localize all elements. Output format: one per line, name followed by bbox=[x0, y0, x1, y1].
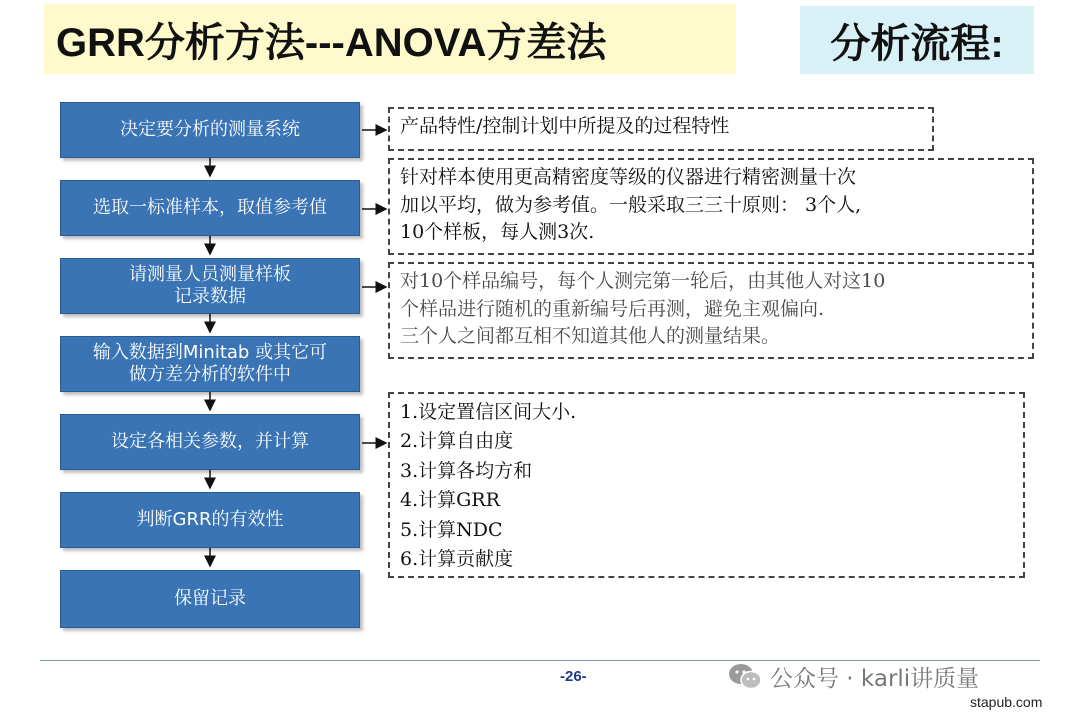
step-2: 选取一标准样本，取值参考值 bbox=[60, 180, 360, 236]
page-number: -26- bbox=[560, 668, 587, 685]
note-4-line-2: 2.计算自由度 bbox=[400, 430, 514, 453]
step-3: 请测量人员测量样板 记录数据 bbox=[60, 258, 360, 314]
page-title: GRR分析方法---ANOVA方差法 bbox=[44, 4, 736, 74]
note-3-line-1: 对10个样品编号，每个人测完第一轮后，由其他人对这10 bbox=[400, 270, 886, 292]
note-1-line: 产品特性/控制计划中所提及的过程特性 bbox=[400, 115, 730, 137]
step-5: 设定各相关参数，并计算 bbox=[60, 414, 360, 470]
step-1: 决定要分析的测量系统 bbox=[60, 102, 360, 158]
note-3-line-3: 三个人之间都互相不知道其他人的测量结果。 bbox=[400, 325, 781, 348]
note-2-line-3: 10个样板，每人测3次. bbox=[400, 221, 595, 244]
wechat-icon bbox=[728, 663, 762, 691]
flow-label: 分析流程: bbox=[800, 6, 1034, 74]
note-4-line-6: 6.计算贡献度 bbox=[400, 548, 514, 571]
note-4-line-5: 5.计算NDC bbox=[400, 518, 503, 541]
site-watermark: stapub.com bbox=[970, 694, 1043, 710]
step-6: 判断GRR的有效性 bbox=[60, 492, 360, 548]
note-4-line-4: 4.计算GRR bbox=[400, 489, 500, 512]
wechat-text: 公众号 · karli讲质量 bbox=[770, 666, 980, 692]
note-2-line-2: 加以平均，做为参考值。一般采取三三十原则： 3个人, bbox=[400, 193, 862, 216]
step-7: 保留记录 bbox=[60, 570, 360, 628]
note-4-line-1: 1.设定置信区间大小. bbox=[400, 401, 577, 423]
note-3-line-2: 个样品进行随机的重新编号后再测，避免主观偏向. bbox=[400, 297, 825, 320]
note-measurement-system bbox=[388, 107, 934, 151]
note-4-line-3: 3.计算各均方和 bbox=[400, 459, 533, 482]
note-sample-numbering bbox=[388, 262, 1034, 359]
note-2-line-1: 针对样本使用更高精密度等级的仪器进行精密测量十次 bbox=[400, 166, 857, 188]
step-4: 输入数据到Minitab 或其它可 做方差分析的软件中 bbox=[60, 336, 360, 392]
note-calculation-steps bbox=[388, 392, 1025, 578]
note-reference-value bbox=[388, 158, 1034, 255]
wechat-watermark bbox=[728, 660, 979, 693]
